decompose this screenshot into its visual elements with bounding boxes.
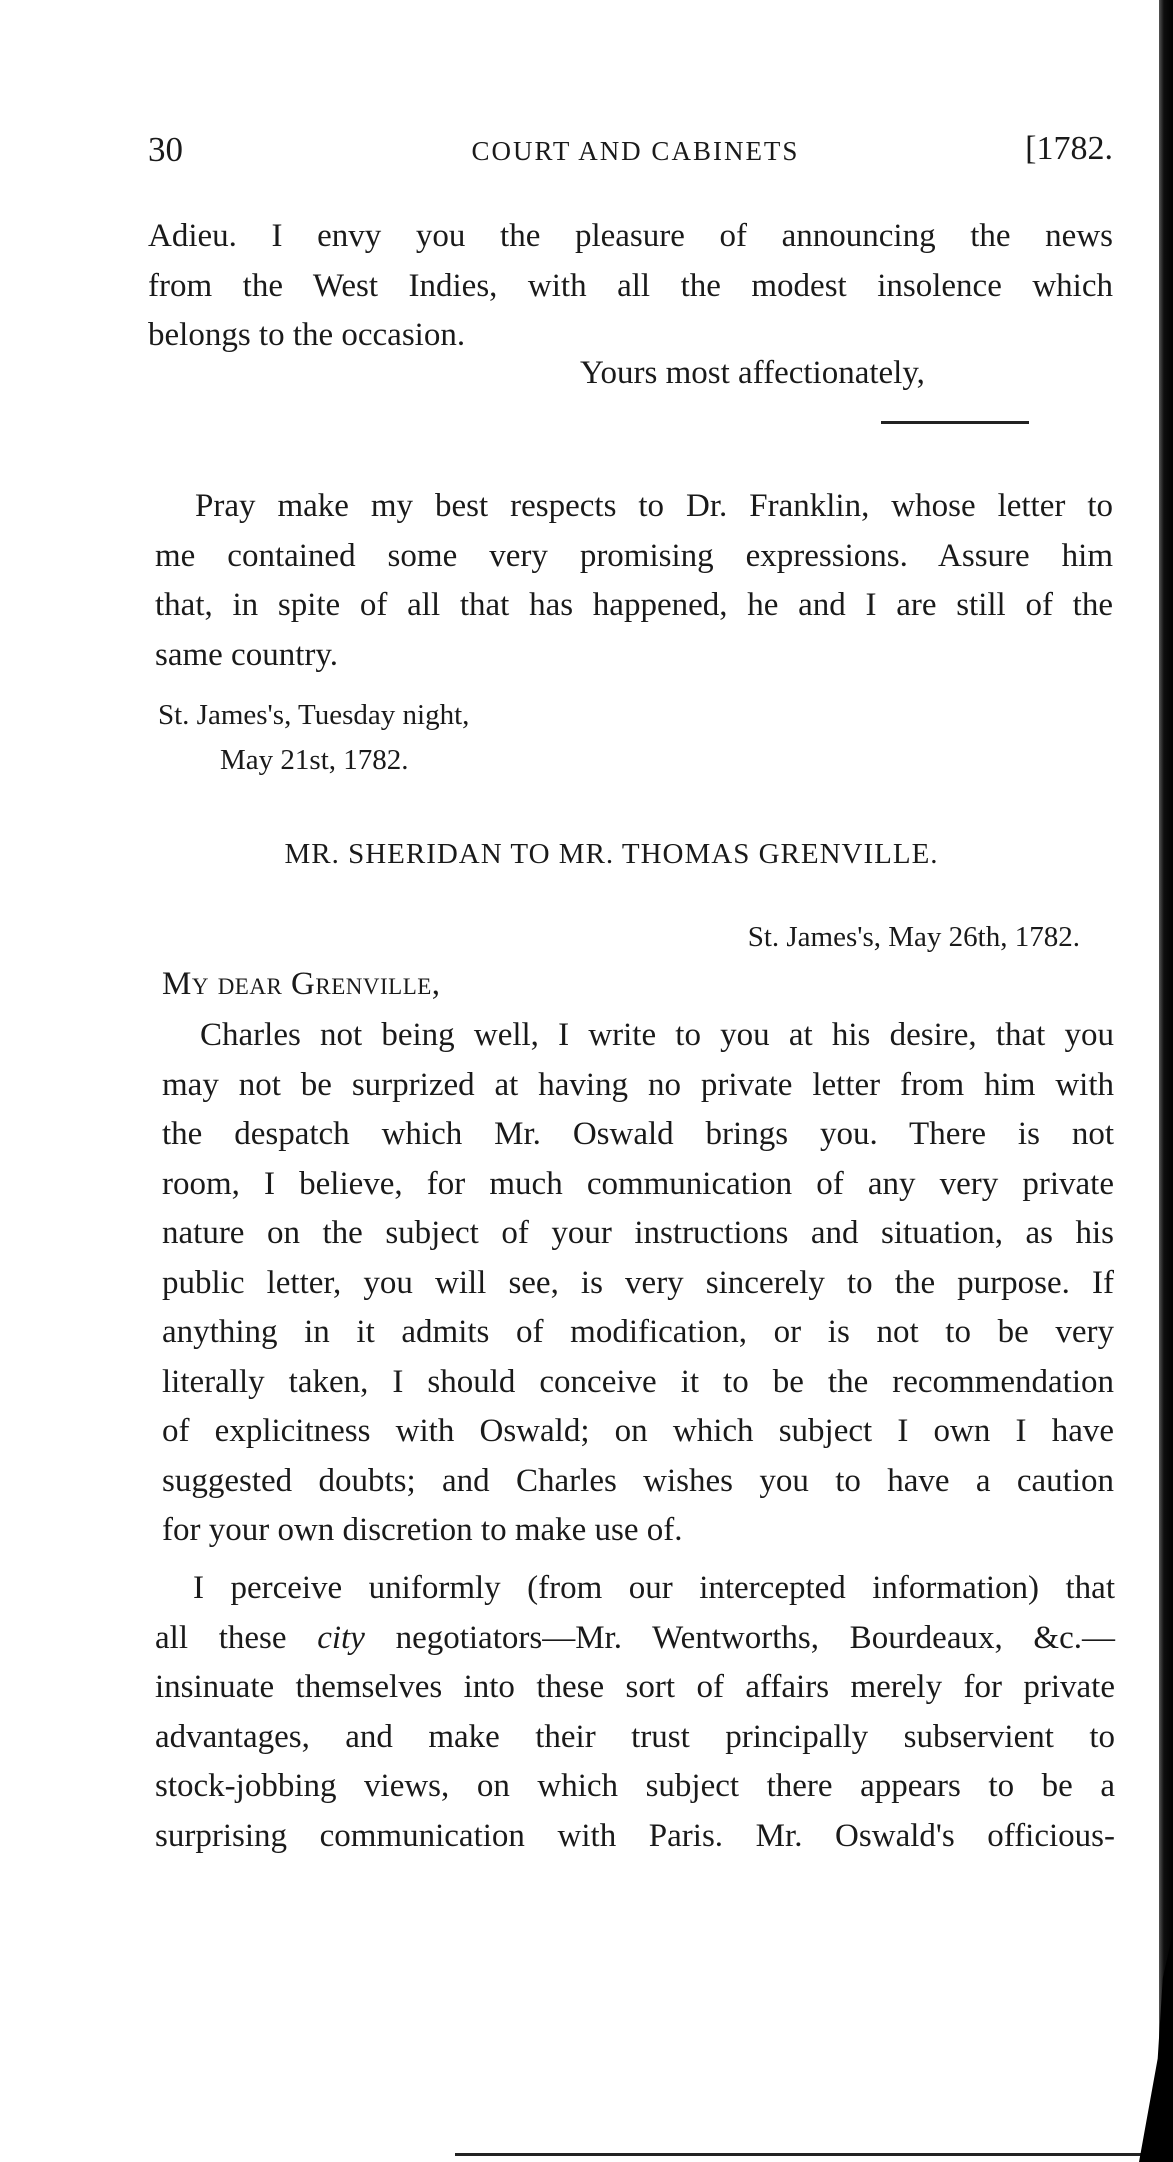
header-year: [1782. — [1025, 130, 1113, 167]
letter1-closing-paragraph — [148, 212, 1113, 361]
letter1-valediction: Yours most affectionately, — [580, 355, 925, 391]
running-title: COURT AND CABINETS — [471, 136, 800, 166]
text-fragment: all these — [155, 1619, 318, 1656]
dateline-place: St. James's, Tuesday night, — [158, 699, 470, 731]
letter1-postscript — [155, 482, 1113, 680]
text-line: Pray make my best respects to Dr. Franklin, whose letter to — [195, 488, 1113, 524]
letter2-heading: MR. SHERIDAN TO MR. THOMAS GRENVILLE. — [284, 838, 939, 870]
text-line: the despatch which Mr. Oswald brings you. There is not — [162, 1116, 1114, 1152]
text-line: anything in it admits of modification, or is not to be very — [162, 1314, 1114, 1350]
text-line: advantages, and make their trust principally subservient to — [155, 1718, 1115, 1755]
text-line: literally taken, I should conceive it to be the recommendation — [162, 1363, 1114, 1400]
text-line: Charles not being well, I write to you at his desire, that you — [200, 1017, 1114, 1053]
text-line: Adieu. I envy you the pleasure of announcing the news — [148, 218, 1113, 254]
text-line: public letter, you will see, is very sincerely to the purpose. If — [162, 1264, 1114, 1301]
text-line: me contained some very promising expressions. Assure him — [155, 537, 1113, 574]
text-line: of explicitness with Oswald; on which subject I own I have — [162, 1413, 1114, 1449]
letter2-date: St. James's, May 26th, 1782. — [747, 921, 1080, 953]
text-line: insinuate themselves into these sort of affairs merely for private — [155, 1669, 1115, 1705]
text-line: nature on the subject of your instructions and situation, as his — [162, 1215, 1114, 1251]
page-corner-shadow — [1139, 1932, 1173, 2162]
page-number: 30 — [148, 130, 183, 169]
text-line: surprising communication with Paris. Mr. Oswald's officious- — [155, 1817, 1115, 1854]
text-line: for your own discretion to make use of. — [162, 1512, 683, 1548]
letter2-salutation: My dear Grenville, — [162, 966, 441, 1002]
bottom-edge-shadow — [455, 2153, 1173, 2156]
text-line: may not be surprized at having no private letter from him with — [162, 1066, 1114, 1103]
text-line: belongs to the occasion. — [148, 317, 466, 353]
letter1-dateline — [158, 693, 469, 783]
letter2-paragraph-1 — [162, 1011, 1114, 1556]
text-line: from the West Indies, with all the modest insolence which — [148, 267, 1113, 304]
text-line: that, in spite of all that has happened, he and I are still of the — [155, 587, 1113, 623]
text-line: suggested doubts; and Charles wishes you to have a caution — [162, 1462, 1114, 1499]
text-line: I perceive uniformly (from our intercepted information) that — [193, 1570, 1115, 1606]
page-edge-shadow — [1159, 0, 1173, 2162]
italic-word: city — [317, 1619, 365, 1656]
text-line: same country. — [155, 636, 338, 673]
text-line: room, I believe, for much communication of any very private — [162, 1165, 1114, 1202]
text-line: stock-jobbing views, on which subject there appears to be a — [155, 1768, 1115, 1804]
signature-rule — [881, 421, 1029, 424]
text-line — [155, 1614, 1115, 1664]
running-header — [148, 130, 1113, 180]
letter2-paragraph-2 — [155, 1564, 1115, 1861]
text-fragment: negotiators—Mr. Wentworths, Bourdeaux, &c.— — [364, 1619, 1115, 1656]
dateline-date: May 21st, 1782. — [220, 744, 409, 776]
